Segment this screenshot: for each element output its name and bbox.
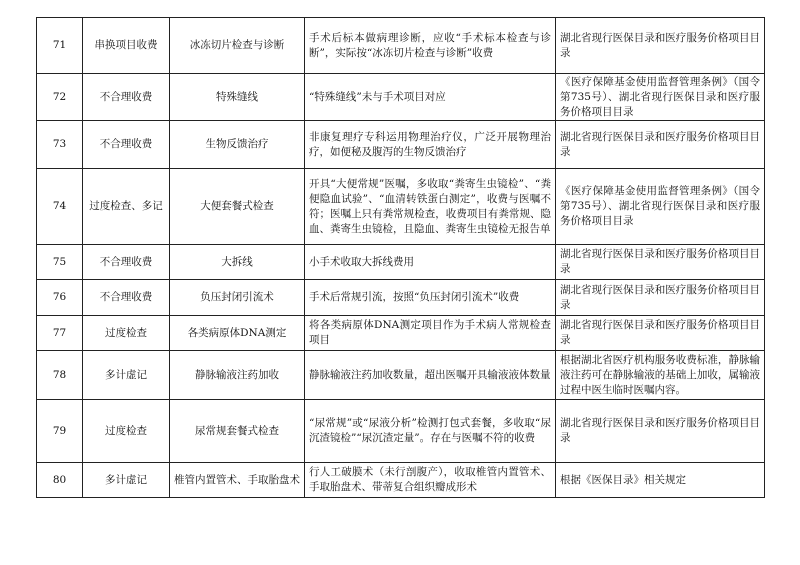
table-row <box>37 463 765 498</box>
violation-type: 多计虚记 <box>83 351 170 400</box>
row-number: 80 <box>37 463 83 498</box>
violation-type: 不合理收费 <box>83 74 170 121</box>
legal-basis: 《医疗保障基金使用监督管理条例》（国令第735号）、湖北省现行医保目录和医疗服务价格项目目录 <box>556 74 765 121</box>
violation-description: 手术后标本做病理诊断，应收“手术标本检查与诊断”，实际按“冰冻切片检查与诊断”收费 <box>305 18 556 74</box>
item-name: 静脉输液注药加收 <box>170 351 305 400</box>
row-number: 71 <box>37 18 83 74</box>
table-row <box>37 245 765 280</box>
violation-type: 串换项目收费 <box>83 18 170 74</box>
violation-description: 静脉输液注药加收数量，超出医嘱开具输液液体数量 <box>305 351 556 400</box>
table-row <box>37 280 765 316</box>
row-number: 73 <box>37 121 83 169</box>
legal-basis: 湖北省现行医保目录和医疗服务价格项目目录 <box>556 280 765 316</box>
item-name: 特殊缝线 <box>170 74 305 121</box>
violation-type: 多计虚记 <box>83 463 170 498</box>
legal-basis: 根据《医保目录》相关规定 <box>556 463 765 498</box>
violation-description: 开具“大便常规”医嘱，多收取“粪寄生虫镜检”、“粪便隐血试验”、“血清转铁蛋白测定”，收费与医嘱不符；医嘱上只有粪常规检查，收费项目有粪常规、隐血、粪寄生虫镜检，且隐血、粪寄生虫镜检无报告单 <box>305 169 556 245</box>
violation-description: 非康复理疗专科运用物理治疗仪，广泛开展物理治疗，如便秘及腹泻的生物反馈治疗 <box>305 121 556 169</box>
item-name: 负压封闭引流术 <box>170 280 305 316</box>
table-row <box>37 121 765 169</box>
row-number: 78 <box>37 351 83 400</box>
table-row <box>37 316 765 351</box>
violation-type: 不合理收费 <box>83 280 170 316</box>
legal-basis: 《医疗保障基金使用监督管理条例》（国令第735号）、湖北省现行医保目录和医疗服务价格项目目录 <box>556 169 765 245</box>
table-row <box>37 18 765 74</box>
violation-description: 行人工破膜术（未行剖腹产），收取椎管内置管术、手取胎盘术、带蒂复合组织瓣成形术 <box>305 463 556 498</box>
violation-type: 过度检查、多记 <box>83 169 170 245</box>
item-name: 各类病原体DNA测定 <box>170 316 305 351</box>
row-number: 77 <box>37 316 83 351</box>
violation-description: 将各类病原体DNA测定项目作为手术病人常规检查项目 <box>305 316 556 351</box>
row-number: 75 <box>37 245 83 280</box>
row-number: 72 <box>37 74 83 121</box>
item-name: 冰冻切片检查与诊断 <box>170 18 305 74</box>
legal-basis: 湖北省现行医保目录和医疗服务价格项目目录 <box>556 18 765 74</box>
violation-description: “尿常规”或“尿液分析”检测打包式套餐，多收取“尿沉渣镜检”“尿沉渣定量”。存在与医嘱不符的收费 <box>305 400 556 463</box>
violation-description: “特殊缝线”未与手术项目对应 <box>305 74 556 121</box>
legal-basis: 湖北省现行医保目录和医疗服务价格项目目录 <box>556 121 765 169</box>
violation-type: 不合理收费 <box>83 121 170 169</box>
legal-basis: 湖北省现行医保目录和医疗服务价格项目目录 <box>556 245 765 280</box>
row-number: 79 <box>37 400 83 463</box>
item-name: 椎管内置管术、手取胎盘术 <box>170 463 305 498</box>
fee-violation-table <box>36 17 765 498</box>
item-name: 尿常规套餐式检查 <box>170 400 305 463</box>
item-name: 生物反馈治疗 <box>170 121 305 169</box>
legal-basis: 湖北省现行医保目录和医疗服务价格项目目录 <box>556 400 765 463</box>
violation-type: 过度检查 <box>83 316 170 351</box>
row-number: 76 <box>37 280 83 316</box>
table-row <box>37 351 765 400</box>
table-row <box>37 74 765 121</box>
legal-basis: 湖北省现行医保目录和医疗服务价格项目目录 <box>556 316 765 351</box>
violation-type: 过度检查 <box>83 400 170 463</box>
row-number: 74 <box>37 169 83 245</box>
item-name: 大便套餐式检查 <box>170 169 305 245</box>
item-name: 大拆线 <box>170 245 305 280</box>
violation-type: 不合理收费 <box>83 245 170 280</box>
violation-description: 手术后常规引流，按照“负压封闭引流术”收费 <box>305 280 556 316</box>
table-row <box>37 400 765 463</box>
legal-basis: 根据湖北省医疗机构服务收费标准，静脉输液注药可在静脉输液的基础上加收，属输液过程中医生临时医嘱内容。 <box>556 351 765 400</box>
violation-description: 小手术收取大拆线费用 <box>305 245 556 280</box>
table-row <box>37 169 765 245</box>
